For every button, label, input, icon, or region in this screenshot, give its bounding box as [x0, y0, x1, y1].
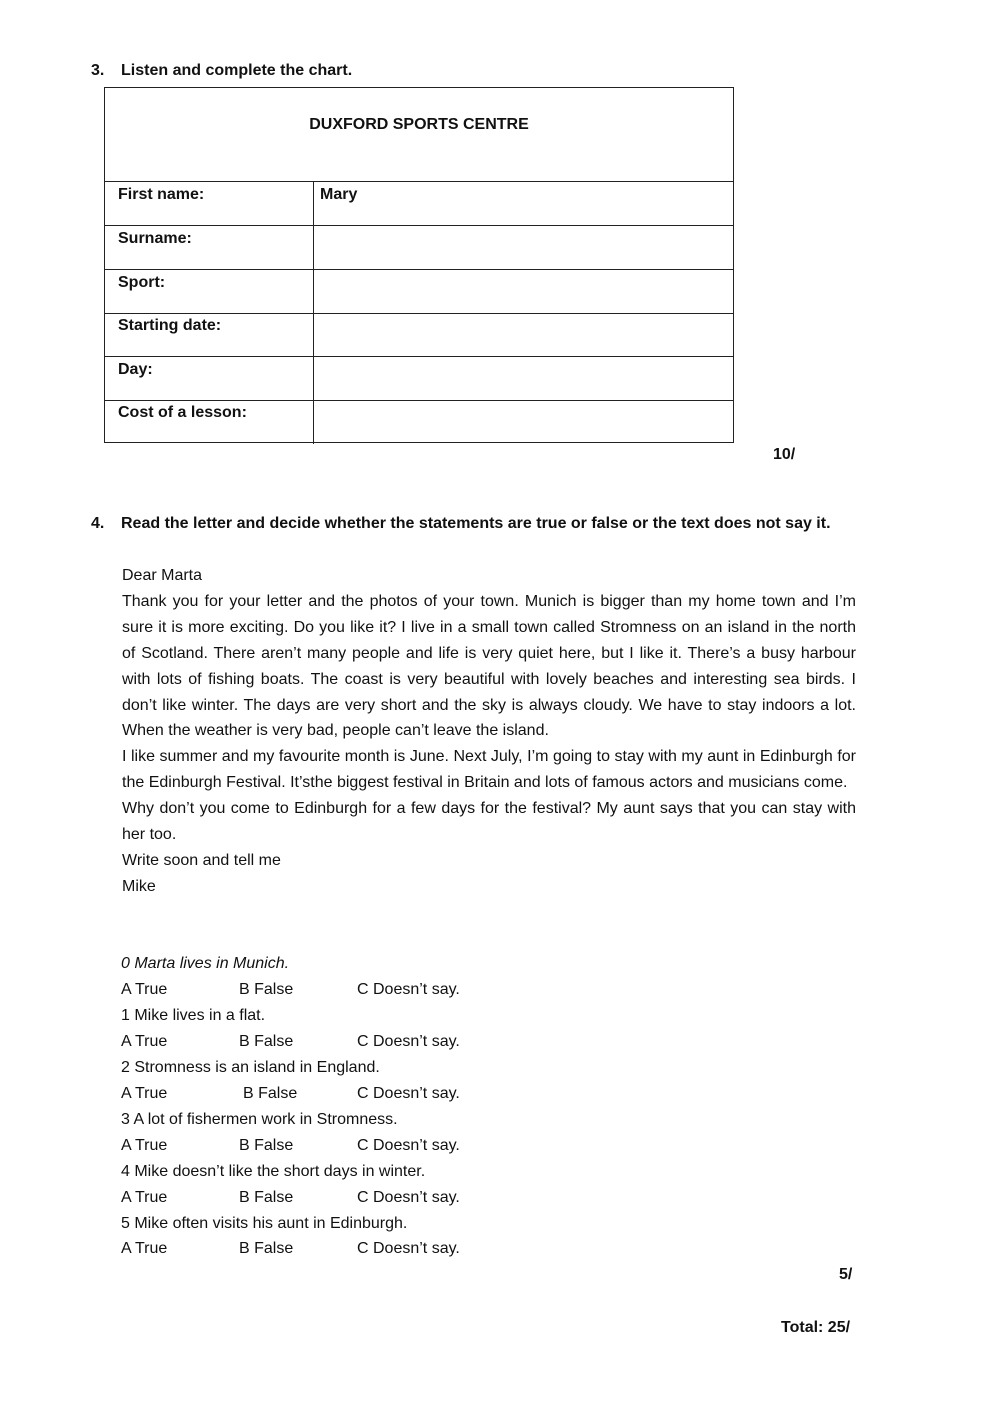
- option-c[interactable]: C Doesn’t say.: [357, 1189, 460, 1206]
- option-a[interactable]: A True: [121, 1240, 168, 1257]
- option-c[interactable]: C Doesn’t say.: [357, 1033, 460, 1050]
- chart-value-field[interactable]: [314, 270, 733, 317]
- chart-value-field[interactable]: [314, 357, 733, 404]
- option-a[interactable]: A True: [121, 981, 168, 998]
- option-b[interactable]: B False: [239, 1137, 294, 1154]
- section-4-number: 4.: [91, 515, 105, 532]
- section-4-heading: [91, 515, 951, 537]
- chart-label: First name:: [105, 182, 314, 225]
- question-statement: 2 Stromness is an island in England.: [121, 1059, 380, 1076]
- section-3-heading: [91, 62, 491, 84]
- option-c[interactable]: C Doesn’t say.: [357, 1137, 460, 1154]
- chart-value-field[interactable]: [314, 313, 733, 360]
- chart-row-starting-date: [105, 313, 733, 357]
- option-a[interactable]: A True: [121, 1033, 168, 1050]
- option-c[interactable]: C Doesn’t say.: [357, 1085, 460, 1102]
- section-3-instruction: Listen and complete the chart.: [121, 62, 353, 79]
- chart-label: Day:: [105, 357, 314, 400]
- option-b[interactable]: B False: [239, 1240, 294, 1257]
- chart-label: Cost of a lesson:: [105, 400, 314, 444]
- option-b[interactable]: B False: [243, 1085, 298, 1102]
- section-3-score: 10/: [773, 446, 796, 463]
- chart-label: Sport:: [105, 270, 314, 313]
- section-4-instruction: Read the letter and decide whether the statements are true or false or the text does not say it.: [121, 515, 831, 532]
- question-statement: 5 Mike often visits his aunt in Edinburgh.: [121, 1215, 408, 1232]
- section-3-number: 3.: [91, 62, 105, 79]
- option-a[interactable]: A True: [121, 1189, 168, 1206]
- option-a[interactable]: A True: [121, 1137, 168, 1154]
- chart-label: Surname:: [105, 226, 314, 269]
- chart-title: DUXFORD SPORTS CENTRE: [105, 88, 733, 182]
- chart-row-sport: [105, 270, 733, 314]
- question-statement: 4 Mike doesn’t like the short days in winter.: [121, 1163, 426, 1180]
- option-b[interactable]: B False: [239, 981, 294, 998]
- letter-closing: Write soon and tell me: [122, 851, 281, 869]
- option-b[interactable]: B False: [239, 1189, 294, 1206]
- letter-signature: Mike: [122, 877, 156, 895]
- section-4-score: 5/: [839, 1266, 853, 1283]
- chart-value-field[interactable]: [314, 226, 733, 273]
- chart-row-cost: [105, 400, 733, 444]
- letter-greeting: Dear Marta: [122, 567, 203, 584]
- option-a[interactable]: A True: [121, 1085, 168, 1102]
- question-statement: 1 Mike lives in a flat.: [121, 1007, 266, 1024]
- letter-paragraph: Thank you for your letter and the photos of your town. Munich is bigger than my home town and I’m sure it is more exciting. Do you like it? I live in a small town called Stromness on an island in the north of Scotland. There aren’t many people and life is very quiet here, but I like it. There’s a busy harbour with lots of fishing boats. The coast is very beautiful with lovely beaches and interesting sea birds. I don’t like winter. The days are very short and the sky is always cloudy. We have to stay indoors a lot. When the weather is very bad, people can’t leave the island.: [122, 592, 856, 740]
- question-statement: 0 Marta lives in Munich.: [121, 955, 290, 972]
- chart-row-day: [105, 357, 733, 401]
- chart-label: Starting date:: [105, 313, 314, 356]
- question-statement: 3 A lot of fishermen work in Stromness.: [121, 1111, 398, 1128]
- chart-row-surname: [105, 226, 733, 270]
- letter-paragraph: I like summer and my favourite month is June. Next July, I’m going to stay with my aunt in Edinburgh for the Edinburgh Festival. It’sthe biggest festival in Britain and lots of famous actors and musicians come.: [122, 748, 856, 792]
- chart-value-field[interactable]: Mary: [320, 186, 358, 203]
- option-c[interactable]: C Doesn’t say.: [357, 981, 460, 998]
- letter-body: [122, 563, 856, 900]
- letter-paragraph: Why don’t you come to Edinburgh for a few days for the festival? My aunt says that you can stay with her too.: [122, 800, 856, 844]
- chart-row-first-name: [105, 182, 733, 226]
- option-c[interactable]: C Doesn’t say.: [357, 1240, 460, 1257]
- total-score: Total: 25/: [781, 1319, 851, 1336]
- chart-value-field[interactable]: [314, 400, 733, 448]
- sports-centre-chart: [104, 87, 734, 443]
- option-b[interactable]: B False: [239, 1033, 294, 1050]
